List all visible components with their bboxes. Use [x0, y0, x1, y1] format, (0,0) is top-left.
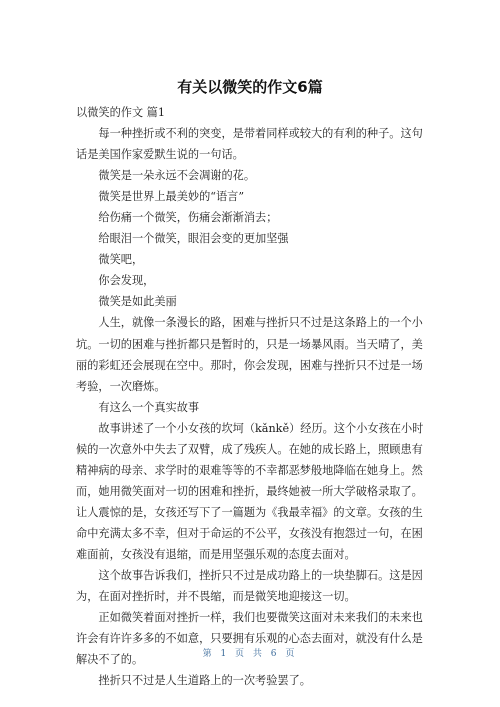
- document-body: [76, 102, 432, 691]
- paragraph: 故事讲述了一个小女孩的坎坷（kǎnkě）经历。这个小女孩在小时候的一次意外中失去了双臂，成了残疾人。在她的成长路上，照顾患有精神病的母亲、求学时的艰难等等的不幸都恶梦般地降临在她身上。然而，她用微笑面对一切的困难和挫折，最终她被一所大学破格录取了。让人震惊的是，女孩还写下了一篇题为《我最幸福》的文章。女孩的生命中充满太多不幸，但对于命运的不公平，女孩没有抱怨过一句，在困难面前，女孩没有退缩，而是用坚强乐观的态度去面对。: [76, 421, 424, 561]
- paragraph: 有这么一个真实故事: [98, 400, 200, 414]
- paragraph: 挫折只不过是人生道路上的一次考验罢了。: [98, 674, 311, 688]
- page-footer: 第 1 页 共 6 页: [202, 649, 298, 659]
- paragraph: 你会发现，: [98, 274, 155, 288]
- paragraph: 微笑是如此美丽: [98, 295, 177, 309]
- document-title: 有关以微笑的作文6篇: [177, 78, 323, 96]
- paragraph: 微笑是世界上最美妙的“语言”: [98, 190, 245, 204]
- paragraph: 给眼泪一个微笑，眼泪会变的更加坚强: [98, 232, 289, 246]
- paragraph: 正如微笑着面对挫折一样，我们也要微笑这面对未来我们的未来也许会有许许多多的不如意，只要拥有乐观的心态去面对，就没有什么是解决不了的。: [76, 611, 423, 667]
- section-heading: 以微笑的作文 篇1: [76, 106, 165, 119]
- paragraph: 每一种挫折或不利的突变，是带着同样或较大的有利的种子。这句话是美国作家爱默生说的一句话。: [76, 127, 423, 162]
- paragraph: 微笑吧，: [98, 253, 144, 267]
- paragraph: 给伤痛一个微笑，伤痛会渐渐消去；: [98, 211, 278, 225]
- paragraph: 人生，就像一条漫长的路，困难与挫折只不过是这条路上的一个小坑。一切的困难与挫折都只是暂时的，只是一场暴风雨。当天晴了，美丽的彩虹还会展现在空中。那时，你会发现，困难与挫折只不过是一场考验，一次磨炼。: [76, 316, 423, 393]
- paragraph: 微笑是一朵永远不会凋谢的花。: [98, 169, 256, 183]
- paragraph: 这个故事告诉我们，挫折只不过是成功路上的一块垫脚石。这是因为，在面对挫折时，并不畏缩，而是微笑地迎接这一切。: [76, 569, 423, 604]
